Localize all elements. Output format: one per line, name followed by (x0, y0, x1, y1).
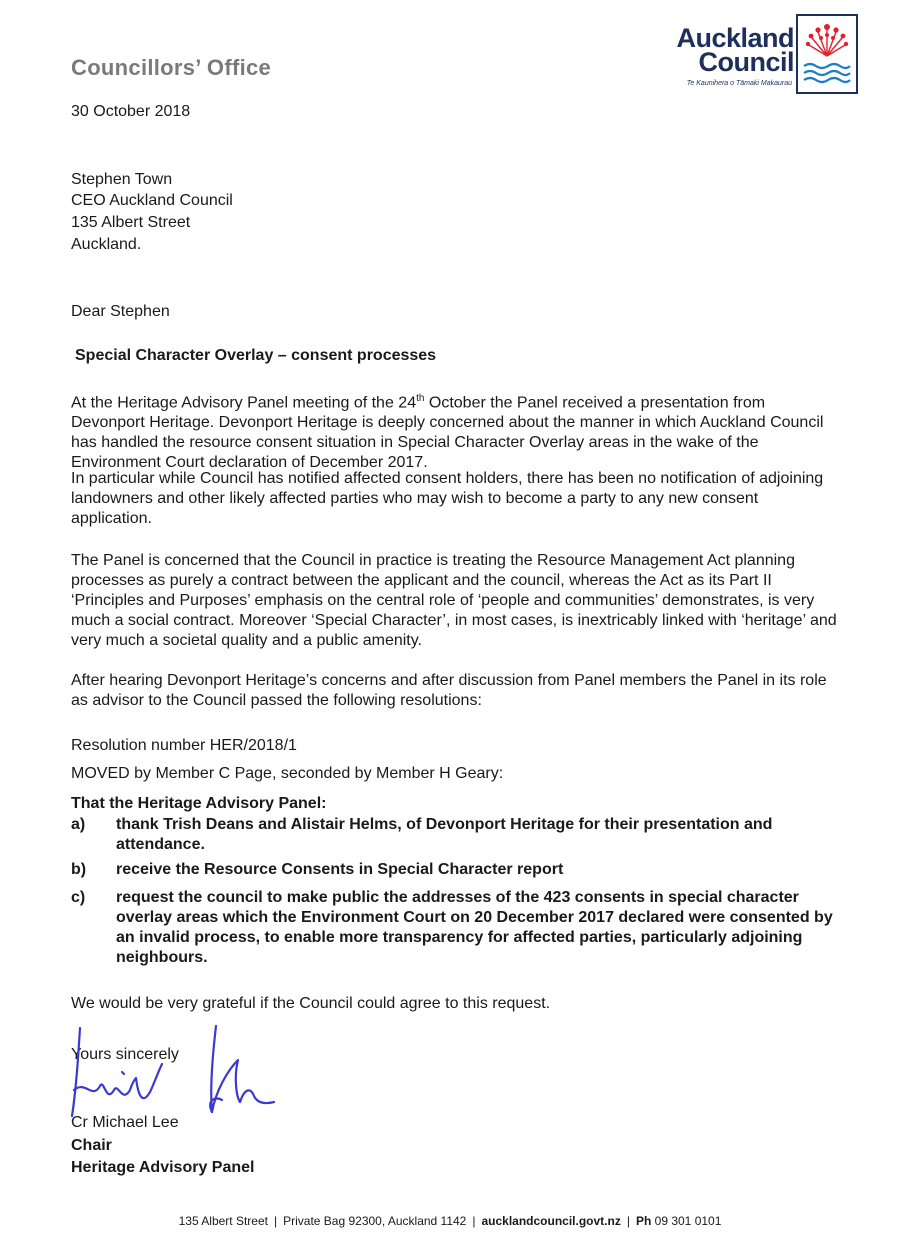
resolution-item-text: receive the Resource Consents in Special Character report (116, 861, 564, 878)
recipient-city: Auckland. (71, 236, 142, 253)
footer-phone-label: Ph (635, 1214, 652, 1228)
subject-heading: Special Character Overlay – consent processes (75, 347, 437, 364)
paragraph-2: In particular while Council has notified affected consent holders, there has been no notification of adjoining landowners and other likely affected parties who may wish to become a party to any new consent application. (71, 470, 824, 527)
pohutukawa-emblem-icon (796, 14, 858, 94)
logo-tagline: Te Kaunihera o Tāmaki Makaurau (686, 80, 792, 87)
resolution-item-label: a) (71, 816, 86, 833)
signatory-name: Cr Michael Lee (71, 1114, 179, 1131)
resolution-item-text: thank Trish Deans and Alistair Helms, of Devonport Heritage for their presentation and attendance. (116, 816, 773, 853)
paragraph-1 (71, 389, 841, 473)
closing-request: We would be very grateful if the Council could agree to this request. (71, 995, 551, 1012)
footer-private-bag: Private Bag 92300, Auckland 1142 (283, 1214, 467, 1228)
logo-line1: Auckland (676, 23, 794, 53)
paragraph-1-start: At the Heritage Advisory Panel meeting of the 24 (71, 394, 417, 412)
recipient-street: 135 Albert Street (71, 214, 191, 231)
paragraph-3: The Panel is concerned that the Council in practice is treating the Resource Management Act planning processes as purely a contract between the applicant and the council, whereas the Act as its Part II ‘Principles and Purposes’ emphasis on the central role of ‘people and communities’ demonstrates, is very much a social contract. Moreover ‘Special Character’, in most cases, is inextricably linked with ‘heritage’ and very much a societal quality and a public amenity. (71, 552, 837, 649)
resolution-item (71, 815, 841, 859)
ordinal-suffix: th (416, 393, 425, 404)
resolution-intro: That the Heritage Advisory Panel: (71, 795, 327, 812)
auckland-council-logo (666, 14, 862, 98)
recipient-title: CEO Auckland Council (71, 192, 233, 209)
resolution-moved: MOVED by Member C Page, seconded by Member H Geary: (71, 765, 504, 782)
footer-contact: 135 Albert Street | Private Bag 92300, Auckland 1142 | aucklandcouncil.govt.nz | Ph 09 301 0101 (178, 1214, 722, 1228)
recipient-name: Stephen Town (71, 171, 173, 188)
footer-phone: 09 301 0101 (654, 1214, 722, 1228)
footer-address: 135 Albert Street (178, 1214, 268, 1228)
resolution-item-label: c) (71, 889, 86, 906)
logo-wordmark (666, 23, 794, 77)
footer-website-link[interactable]: aucklandcouncil.govt.nz (481, 1214, 621, 1228)
salutation: Dear Stephen (71, 303, 170, 320)
office-title: Councillors’ Office (71, 55, 272, 80)
signatory-panel: Heritage Advisory Panel (71, 1159, 255, 1176)
resolution-item-label: b) (71, 861, 87, 878)
resolution-item (71, 888, 841, 972)
resolution-item-text: request the council to make public the addresses of the 423 consents in special character overlay areas which the Environment Court on 20 December 2017 declared were consented by an invalid process, to enable more transparency for affected parties, particularly adjoining neighbours. (116, 889, 833, 966)
logo-line2: Council (698, 47, 794, 77)
closing-signoff: Yours sincerely (71, 1046, 179, 1063)
signatory-role: Chair (71, 1137, 112, 1154)
paragraph-1-rest: October the Panel received a presentation from Devonport Heritage. Devonport Heritage is deeply concerned about the manner in which Auckland Council has handled the resource consent situation in Special Character Overlay areas in the wake of the Environment Court declaration of December 2017. (71, 394, 824, 472)
letter-date: 30 October 2018 (71, 103, 191, 120)
resolution-item (71, 860, 841, 882)
paragraph-4: After hearing Devonport Heritage’s concerns and after discussion from Panel members the Panel in its role as advisor to the Council passed the following resolutions: (71, 672, 827, 709)
resolution-number: Resolution number HER/2018/1 (71, 737, 297, 754)
